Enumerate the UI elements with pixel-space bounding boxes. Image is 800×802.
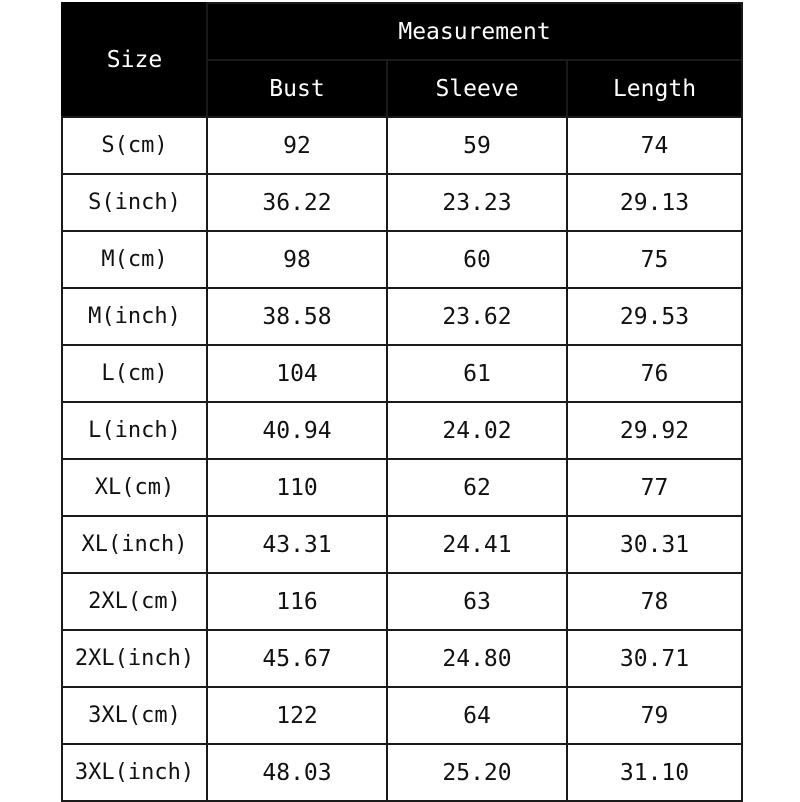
length-cell: 77 [567, 459, 742, 516]
sleeve-cell: 63 [387, 573, 567, 630]
sleeve-cell: 24.80 [387, 630, 567, 687]
bust-cell: 110 [207, 459, 387, 516]
table-row [62, 573, 742, 630]
length-cell: 79 [567, 687, 742, 744]
table-row [62, 117, 742, 174]
length-cell: 78 [567, 573, 742, 630]
table-row [62, 402, 742, 459]
bust-cell: 104 [207, 345, 387, 402]
table-row [62, 630, 742, 687]
size-cell: M(inch) [62, 288, 207, 345]
size-cell: S(cm) [62, 117, 207, 174]
sleeve-cell: 62 [387, 459, 567, 516]
sleeve-cell: 23.62 [387, 288, 567, 345]
table-body [62, 117, 742, 801]
length-cell: 74 [567, 117, 742, 174]
table-row [62, 459, 742, 516]
size-column-header: Size [62, 3, 207, 117]
bust-cell: 48.03 [207, 744, 387, 801]
table-row [62, 687, 742, 744]
length-cell: 29.92 [567, 402, 742, 459]
size-cell: XL(cm) [62, 459, 207, 516]
sleeve-cell: 60 [387, 231, 567, 288]
bust-cell: 38.58 [207, 288, 387, 345]
size-chart-table [61, 2, 743, 802]
size-cell: S(inch) [62, 174, 207, 231]
size-cell: L(cm) [62, 345, 207, 402]
size-cell: 2XL(cm) [62, 573, 207, 630]
table-row [62, 516, 742, 573]
table-row [62, 744, 742, 801]
header-row-group [62, 3, 742, 60]
sleeve-cell: 24.02 [387, 402, 567, 459]
size-cell: M(cm) [62, 231, 207, 288]
size-cell: XL(inch) [62, 516, 207, 573]
length-cell: 29.53 [567, 288, 742, 345]
length-cell: 29.13 [567, 174, 742, 231]
bust-cell: 45.67 [207, 630, 387, 687]
sleeve-column-header: Sleeve [387, 60, 567, 117]
size-cell: 3XL(cm) [62, 687, 207, 744]
bust-cell: 122 [207, 687, 387, 744]
sleeve-cell: 24.41 [387, 516, 567, 573]
length-cell: 30.31 [567, 516, 742, 573]
sleeve-cell: 25.20 [387, 744, 567, 801]
table-row [62, 345, 742, 402]
size-cell: L(inch) [62, 402, 207, 459]
bust-column-header: Bust [207, 60, 387, 117]
bust-cell: 40.94 [207, 402, 387, 459]
bust-cell: 98 [207, 231, 387, 288]
bust-cell: 36.22 [207, 174, 387, 231]
measurement-group-header: Measurement [207, 3, 742, 60]
bust-cell: 116 [207, 573, 387, 630]
sleeve-cell: 61 [387, 345, 567, 402]
bust-cell: 92 [207, 117, 387, 174]
sleeve-cell: 64 [387, 687, 567, 744]
length-column-header: Length [567, 60, 742, 117]
length-cell: 31.10 [567, 744, 742, 801]
table-row [62, 174, 742, 231]
sleeve-cell: 59 [387, 117, 567, 174]
length-cell: 76 [567, 345, 742, 402]
table-row [62, 288, 742, 345]
table-header [62, 3, 742, 117]
size-cell: 3XL(inch) [62, 744, 207, 801]
size-cell: 2XL(inch) [62, 630, 207, 687]
table-row [62, 231, 742, 288]
sleeve-cell: 23.23 [387, 174, 567, 231]
bust-cell: 43.31 [207, 516, 387, 573]
length-cell: 30.71 [567, 630, 742, 687]
length-cell: 75 [567, 231, 742, 288]
